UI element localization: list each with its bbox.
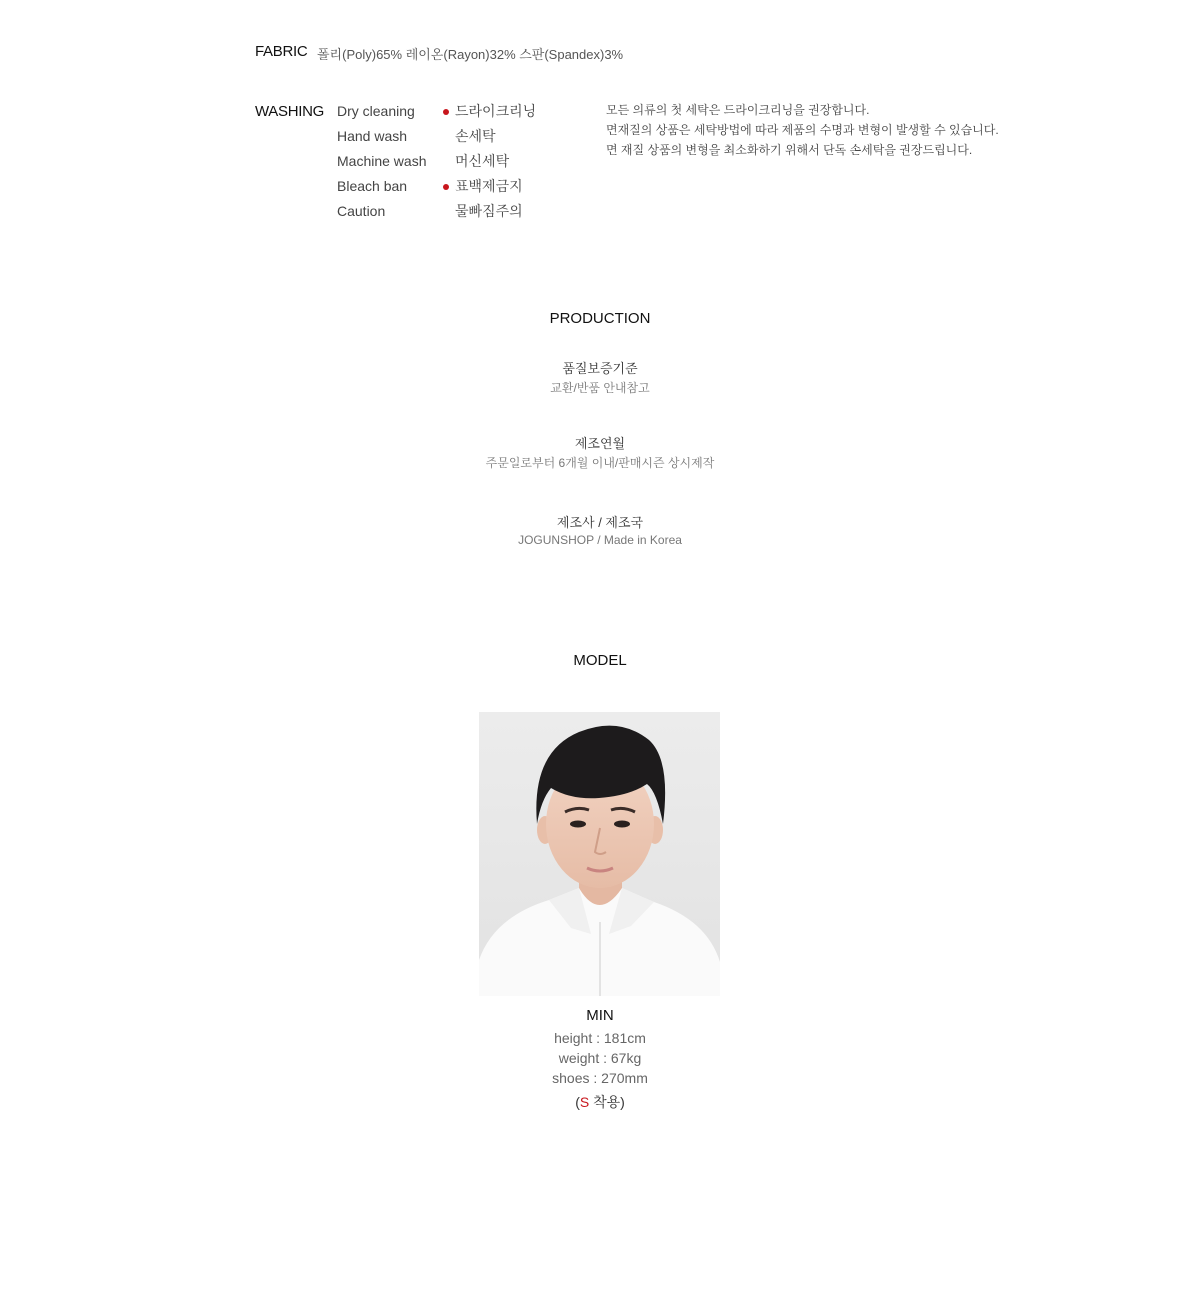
washing-english-list: [337, 99, 427, 224]
production-title: PRODUCTION: [549, 310, 651, 327]
washing-ko-item: [443, 99, 536, 124]
selected-marker-icon: [443, 184, 449, 190]
model-name: MIN: [586, 1007, 614, 1024]
model-title: MODEL: [573, 652, 627, 669]
washing-korean-list: [443, 99, 536, 224]
model-weight: weight : 67kg: [558, 1050, 642, 1066]
washing-ko-item: [443, 199, 536, 224]
model-size-worn: [0, 1092, 1200, 1112]
quality-guarantee-value: 교환/반품 안내참고: [550, 381, 650, 395]
washing-ko-label: 드라이크리닝: [455, 103, 537, 119]
washing-ko-label: 머신세탁: [455, 153, 510, 169]
washing-item-caution: Caution: [337, 203, 386, 219]
washing-ko-label: 손세탁: [455, 128, 496, 144]
manufacturer-country-heading: 제조사 / 제조국: [556, 515, 644, 530]
washing-ko-label: 표백제금지: [455, 178, 523, 194]
quality-guarantee-heading: 품질보증기준: [562, 361, 638, 376]
washing-note: 면재질의 상품은 세탁방법에 따라 제품의 수명과 변형이 발생할 수 있습니다.: [606, 123, 999, 137]
selected-marker-icon: [443, 109, 449, 115]
washing-ko-item: [443, 124, 536, 149]
model-portrait-image: [479, 712, 720, 996]
fabric-label: FABRIC: [255, 43, 308, 60]
washing-ko-label: 물빠짐주의: [455, 203, 523, 219]
manufacture-date-value: 주문일로부터 6개월 이내/판매시즌 상시제작: [485, 456, 715, 470]
washing-item-dry-cleaning: Dry cleaning: [337, 103, 415, 119]
washing-notes: [606, 100, 999, 160]
model-shoes: shoes : 270mm: [552, 1070, 648, 1086]
washing-ko-item: [443, 174, 536, 199]
manufacturer-country-value: JOGUNSHOP / Made in Korea: [518, 533, 682, 547]
washing-item-bleach-ban: Bleach ban: [337, 178, 408, 194]
size-open-paren: (: [575, 1094, 580, 1110]
manufacture-date-heading: 제조연월: [574, 436, 626, 451]
fabric-composition: 폴리(Poly)65% 레이온(Rayon)32% 스판(Spandex)3%: [317, 47, 624, 62]
washing-ko-item: [443, 149, 536, 174]
size-badge: S: [579, 1094, 590, 1110]
washing-note: 면 재질 상품의 변형을 최소화하기 위해서 단독 손세탁을 권장드립니다.: [606, 143, 973, 157]
washing-item-machine-wash: Machine wash: [337, 153, 427, 169]
size-worn-label: 착용): [589, 1094, 625, 1110]
model-height: height : 181cm: [554, 1030, 646, 1046]
washing-note: 모든 의류의 첫 세탁은 드라이크리닝을 권장합니다.: [606, 103, 870, 117]
model-photo: [479, 712, 720, 996]
washing-item-hand-wash: Hand wash: [337, 128, 408, 144]
washing-label: WASHING: [255, 103, 325, 120]
